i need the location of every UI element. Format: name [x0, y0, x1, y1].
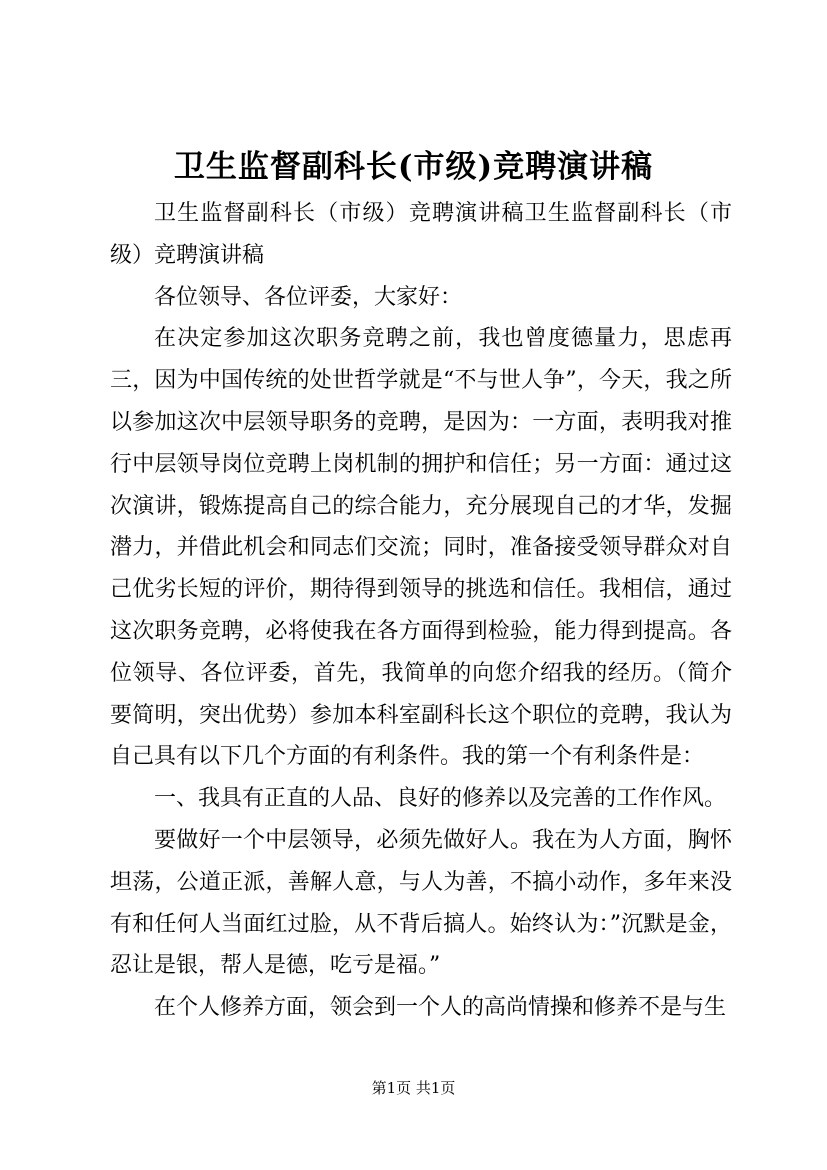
paragraph-cultivation: 在个人修养方面，领会到一个人的高尚情操和修养不是与生	[154, 995, 727, 1021]
paragraph-greeting: 各位领导、各位评委，大家好：	[154, 284, 463, 310]
paragraph-point-one: 一、我具有正直的人品、良好的修养以及完善的工作作风。	[154, 786, 727, 812]
page-footer: 第1页 共1页	[371, 1079, 456, 1097]
paragraph-personality: 要做好一个中层领导，必须先做好人。我在为人方面，胸怀坦荡，公道正派，善解人意，与人为善，不搞小动作，多年来没有和任何人当面红过脸，从不背后搞人。始终认为：”沉默是金，忍让是银，帮人是德，吃亏是福。”	[110, 827, 732, 979]
paragraph-heading-repeat: 卫生监督副科长（市级）竞聘演讲稿卫生监督副科长（市级）竞聘演讲稿	[110, 201, 732, 268]
document-body	[110, 193, 732, 1029]
document-title: 卫生监督副科长(市级)竞聘演讲稿	[173, 149, 654, 185]
paragraph-introduction: 在决定参加这次职务竞聘之前，我也曾度德量力，思虑再三，因为中国传统的处世哲学就是“不与世人争”，今天，我之所以参加这次中层领导职务的竞聘，是因为：一方面，表明我对推行中层领导岗位竞聘上岗机制的拥护和信任；另一方面：通过这次演讲，锻炼提高自己的综合能力，充分展现自己的才华，发掘潜力，并借此机会和同志们交流；同时，准备接受领导群众对自己优劣长短的评价，期待得到领导的挑选和信任。我相信，通过这次职务竞聘，必将使我在各方面得到检验，能力得到提高。各位领导、各位评委，首先，我简单的向您介绍我的经历。（简介要简明，突出优势）参加本科室副科长这个职位的竞聘，我认为自己具有以下几个方面的有利条件。我的第一个有利条件是：	[110, 326, 732, 770]
